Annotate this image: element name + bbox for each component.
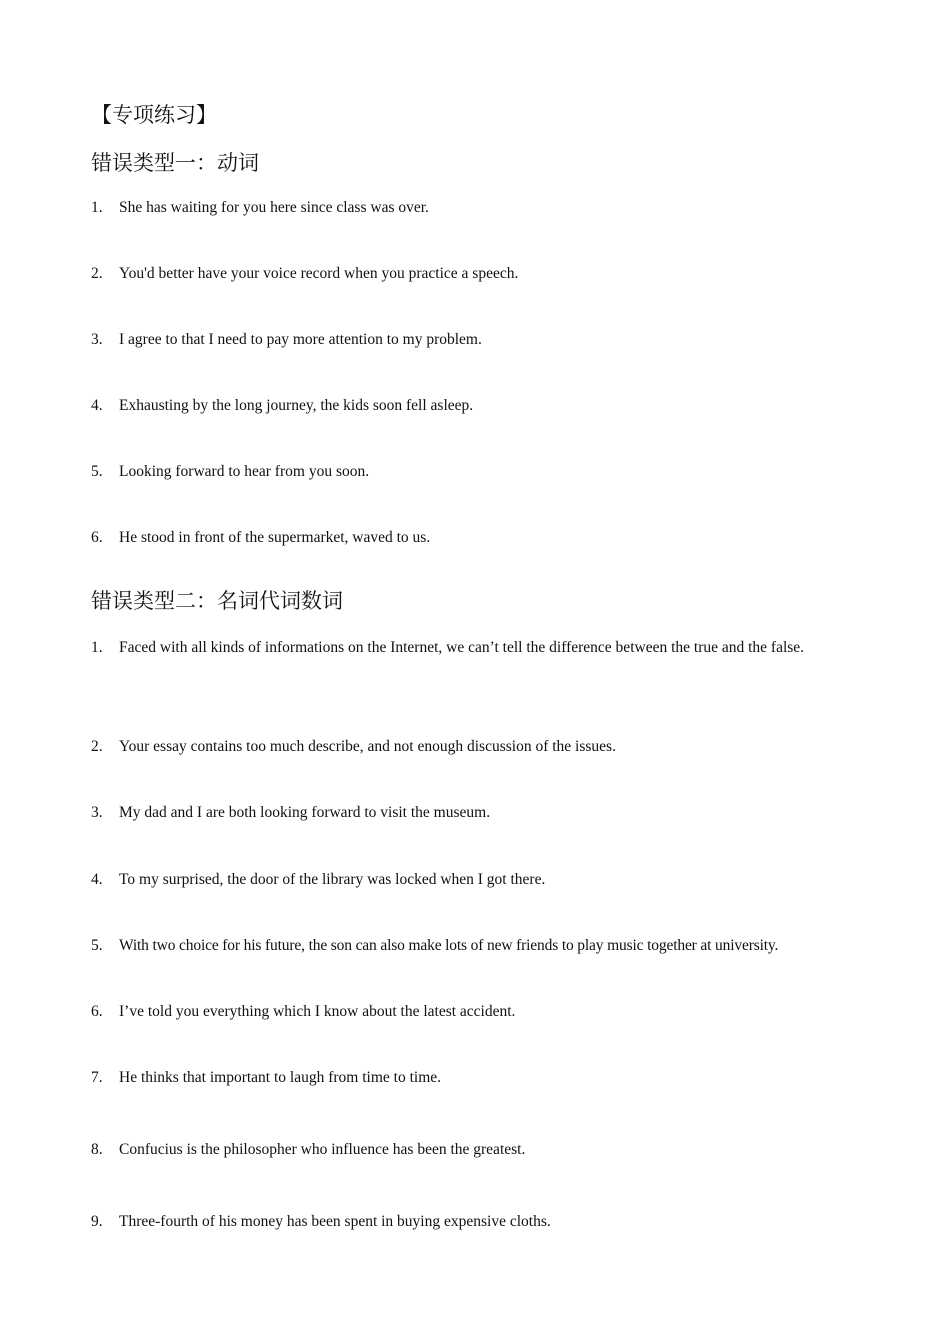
item-text: Confucius is the philosopher who influence has been the greatest.: [119, 1141, 526, 1158]
item-number: 6.: [91, 1003, 103, 1020]
item-text: I agree to that I need to pay more attention to my problem.: [119, 331, 482, 348]
list-item: [91, 1061, 866, 1094]
list-item: [91, 257, 866, 290]
item-number: 9.: [91, 1213, 103, 1230]
item-text: Exhausting by the long journey, the kids soon fell asleep.: [119, 397, 474, 414]
list-item: [91, 995, 866, 1028]
item-number: 4.: [91, 871, 103, 888]
item-text: Your essay contains too much describe, and not enough discussion of the issues.: [119, 738, 616, 755]
item-text: I’ve told you everything which I know about the latest accident.: [119, 1003, 516, 1020]
list-item: [91, 191, 866, 224]
list-item: [91, 796, 866, 829]
item-text: With two choice for his future, the son can also make lots of new friends to play music together at university.: [119, 937, 779, 954]
item-text: He thinks that important to laugh from time to time.: [119, 1069, 442, 1086]
item-number: 6.: [91, 529, 103, 546]
item-number: 7.: [91, 1069, 103, 1086]
list-item: [91, 455, 866, 488]
item-number: 4.: [91, 397, 103, 414]
list-item: [91, 929, 891, 962]
list-item: [91, 863, 866, 896]
list-item: [91, 323, 866, 356]
item-text: Looking forward to hear from you soon.: [119, 463, 370, 480]
page-title: 【专项练习】: [91, 103, 217, 127]
item-text: To my surprised, the door of the library was locked when I got there.: [119, 871, 546, 888]
item-text: My dad and I are both looking forward to visit the museum.: [119, 804, 491, 821]
item-number: 2.: [91, 265, 103, 282]
item-number: 8.: [91, 1141, 103, 1158]
list-item: [91, 1205, 866, 1238]
list-item: [91, 1133, 866, 1166]
item-number: 5.: [91, 463, 103, 480]
item-text: You'd better have your voice record when you practice a speech.: [119, 265, 519, 282]
list-item: [91, 389, 866, 422]
item-number: 1.: [91, 639, 103, 656]
item-text: Three-fourth of his money has been spent in buying expensive cloths.: [119, 1213, 551, 1230]
list-item: [91, 730, 866, 763]
item-number: 3.: [91, 804, 103, 821]
list-item: [91, 631, 866, 664]
item-number: 3.: [91, 331, 103, 348]
item-text: She has waiting for you here since class was over.: [119, 199, 429, 216]
item-number: 5.: [91, 937, 103, 954]
list-item: [91, 521, 866, 554]
item-text: He stood in front of the supermarket, waved to us.: [119, 529, 431, 546]
item-number: 1.: [91, 199, 103, 216]
section-heading-nouns-pronouns-numerals: 错误类型二：名词代词数词: [91, 589, 343, 613]
item-number: 2.: [91, 738, 103, 755]
section-heading-verbs: 错误类型一：动词: [91, 151, 259, 175]
item-text: Faced with all kinds of informations on the Internet, we can’t tell the difference between the true and the false.: [119, 639, 805, 656]
